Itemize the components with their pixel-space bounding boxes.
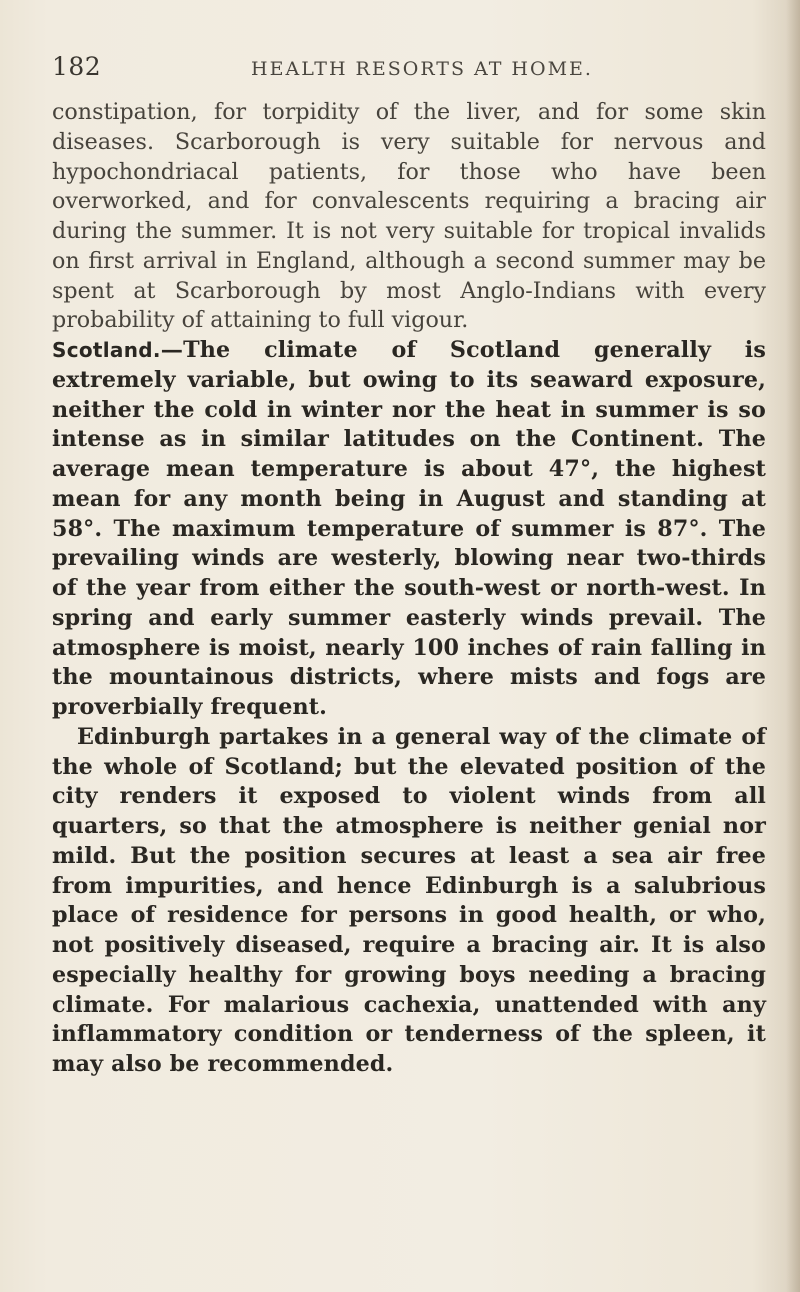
page-number: 182: [52, 52, 102, 81]
paragraph-scotland-text: —The climate of Scotland generally is extremely variable, but owing to its seaward exposure, neither the cold in winter nor the heat in summer is so intense as in similar latitudes on the Continent. The average mean temperature is about 47°, the highest mean for any month being in August and standing at 58°. The maximum temperature of summer is 87°. The prevailing winds are westerly, blowing near two-thirds of the year from either the south-west or north-west. In spring and early summer easterly winds prevail. The atmosphere is moist, nearly 100 inches of rain falling in the mountainous districts, where mists and fogs are proverbially frequent.: [52, 337, 766, 720]
paragraph-edinburgh: Edinburgh partakes in a general way of the climate of the whole of Scotland; but the elevated position of the city renders it exposed to violent winds from all quarters, so that the atmosphere is neither genial nor mild. But the position secures at least a sea air free from impurities, and hence Edinburgh is a salubrious place of residence for persons in good health, or who, not positively diseased, require a bracing air. It is also especially healthy for growing boys needing a bracing climate. For malarious cachexia, unattended with any inflammatory condition or tenderness of the spleen, it may also be recommended.: [52, 723, 766, 1077]
running-title: HEALTH RESORTS AT HOME.: [251, 58, 593, 80]
page-body: [52, 98, 766, 1080]
section-heading-scotland: Scotland.: [52, 338, 161, 362]
paragraph-scotland: [52, 336, 766, 723]
paragraph-scarborough: constipation, for torpidity of the liver, and for some skin diseases. Scarborough is very suitable for nervous and hypochondriacal patients, for those who have been overworked, and for convalescents requiring a bracing air during the summer. It is not very suitable for tropical invalids on first arrival in England, although a second summer may be spent at Scarborough by most Anglo-Indians with every probability of attaining to full vigour.: [52, 99, 766, 334]
page-header: [52, 52, 752, 92]
page-edge-shadow: [786, 0, 800, 1292]
